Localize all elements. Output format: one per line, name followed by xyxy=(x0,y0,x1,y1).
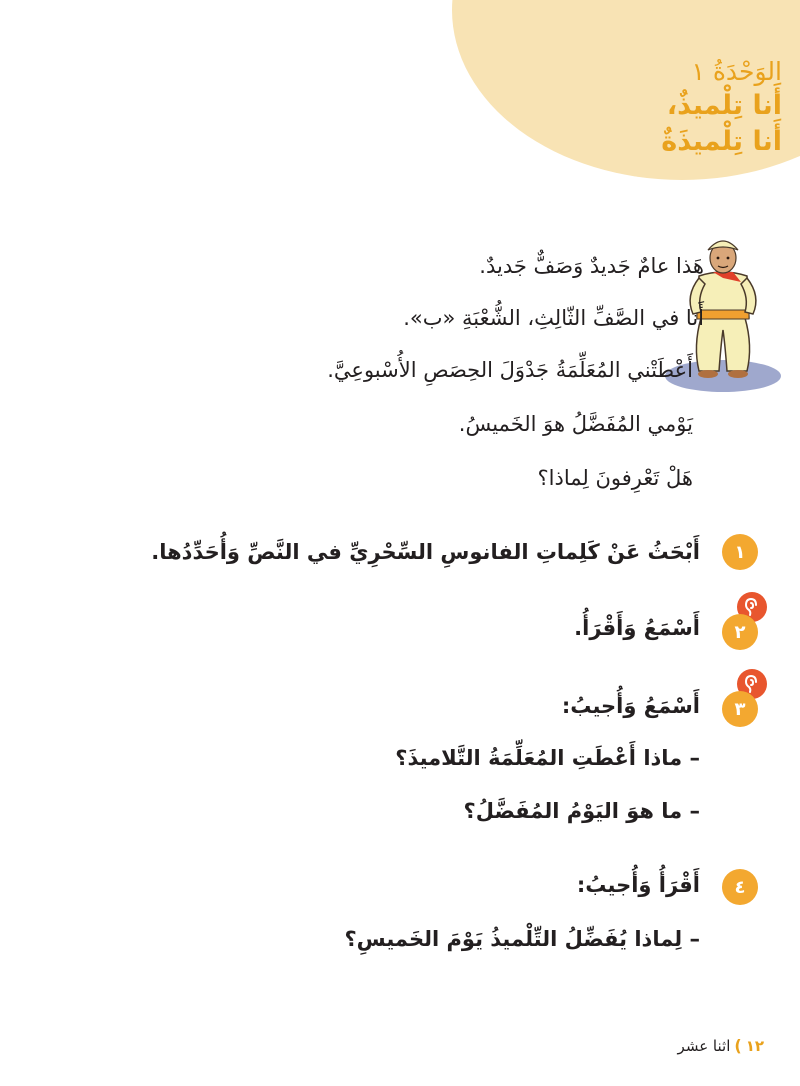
exercise-1-badge: ١ xyxy=(722,534,758,570)
page-number xyxy=(678,1036,764,1055)
exercise-1-text: أَبْحَثُ عَنْ كَلِماتِ الفانوسِ السِّحْرِيِّ في النَّصِّ وَأُحَدِّدُها. xyxy=(151,540,700,564)
exercise-4-badge: ٤ xyxy=(722,869,758,905)
story-line-3: أَعْطَتْني المُعَلِّمَةُ جَدْوَلَ الحِصَصِ الأُسْبوعِيَّ. xyxy=(327,358,693,382)
page-number-bracket: ) xyxy=(734,1036,742,1055)
exercise-3-question-2: – ما هوَ اليَوْمُ المُفَضَّلُ؟ xyxy=(463,799,700,823)
exercise-2-text: أَسْمَعُ وَأَقْرَأُ. xyxy=(574,616,700,640)
story-line-5: هَلْ تَعْرِفونَ لِماذا؟ xyxy=(537,466,693,490)
exercise-3-text: أَسْمَعُ وَأُجيبُ: xyxy=(561,694,700,718)
story-line-2: أَنا في الصَّفِّ الثّالِثِ، الشُّعْبَةِ «ب». xyxy=(403,306,704,330)
page-number-words: اثنا عشر xyxy=(677,1036,731,1055)
unit-header xyxy=(482,56,782,160)
story-line-4: يَوْمي المُفَضَّلُ هوَ الخَميسُ. xyxy=(458,412,693,436)
unit-label: الوَحْدَةُ ١ xyxy=(691,57,782,86)
unit-title-line-1: أَنا تِلْميذٌ، xyxy=(666,90,782,121)
exercise-4-text: أَقْرَأُ وَأُجيبُ: xyxy=(576,873,700,897)
exercise-3-question-1: – ماذا أَعْطَتِ المُعَلِّمَةُ التَّلاميذَ؟ xyxy=(395,746,700,770)
story-line-1: هَذا عامٌ جَديدٌ وَصَفٌّ جَديدٌ. xyxy=(479,254,704,278)
exercise-4-question-1: – لِماذا يُفَضِّلُ التِّلْميذُ يَوْمَ الخَميسِ؟ xyxy=(344,927,700,951)
page-number-digits: ١٢ xyxy=(745,1036,764,1055)
exercise-2-badge: ٢ xyxy=(722,614,758,650)
unit-title-line-2: أَنا تِلْميذَةٌ xyxy=(661,126,782,157)
exercise-3-badge: ٣ xyxy=(722,691,758,727)
